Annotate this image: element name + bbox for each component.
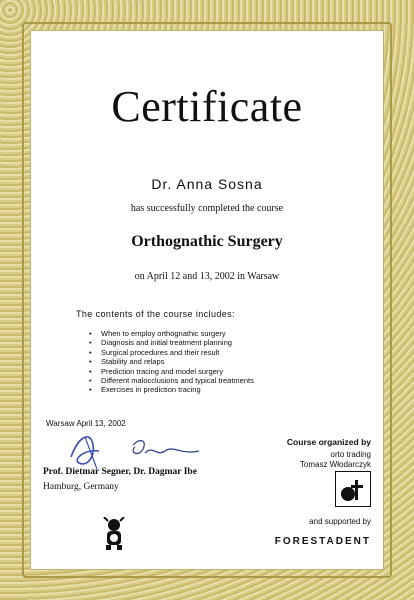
supported-by: and supported by [309, 517, 371, 526]
contents-list [89, 329, 254, 395]
certificate-title: Certificate [111, 82, 303, 131]
list-item: • Different malocclusions and typical treatments [89, 376, 254, 385]
course-name: Orthognathic Surgery [131, 233, 283, 250]
certificate-paper [30, 30, 384, 570]
course-dates: on April 12 and 13, 2002 in Warsaw [134, 271, 280, 282]
list-item: • Exercises in prediction tracing [89, 385, 254, 394]
list-item: • When to employ orthognathic surgery [89, 329, 254, 338]
list-item: • Diagnosis and initial treatment planning [89, 338, 254, 347]
signers: Prof. Dietmar Segner, Dr. Dagmar Ibe [43, 467, 197, 477]
completion-line: has successfully completed the course [130, 203, 284, 214]
organizer-person: Tomasz Włodarczyk [299, 460, 371, 469]
place-date: Warsaw April 13, 2002 [46, 419, 126, 428]
organizer-heading: Course organized by [286, 437, 371, 447]
list-item: • Stability and relaps [89, 357, 254, 366]
orto-trading-logo-icon [335, 471, 371, 507]
list-item: • Prediction tracing and model surgery [89, 367, 254, 376]
recipient-name: Dr. Anna Sosna [151, 176, 263, 192]
contents-heading: The contents of the course includes: [76, 309, 235, 319]
sponsor-logo: FORESTADENT [274, 536, 371, 547]
mascot-logo-icon [101, 517, 127, 551]
signers-location: Hamburg, Germany [43, 482, 119, 492]
list-item: • Surgical procedures and their result [89, 348, 254, 357]
organizer-company: orto trading [330, 450, 371, 459]
